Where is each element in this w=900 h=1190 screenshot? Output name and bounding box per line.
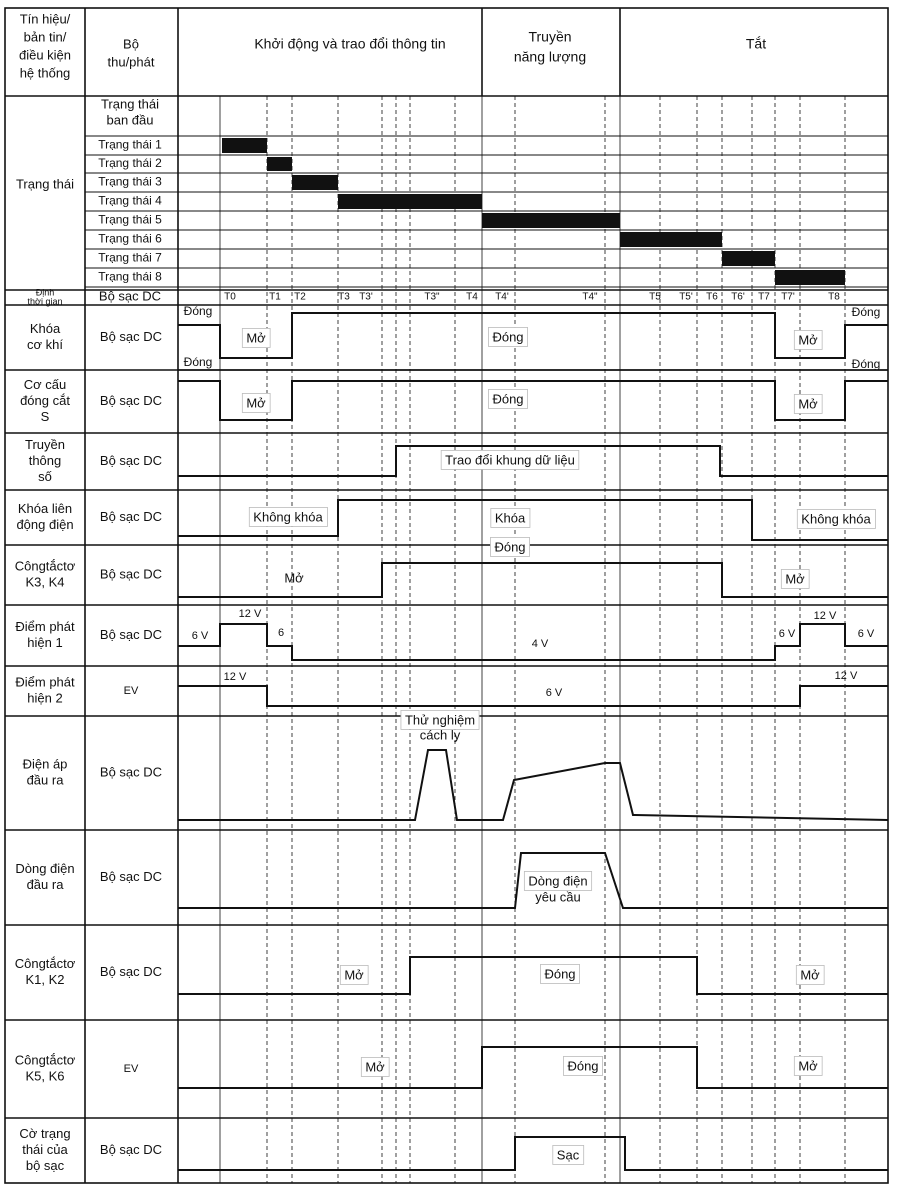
state-label-8: Trạng thái 8	[98, 269, 162, 284]
label-mo: Mở	[798, 396, 818, 412]
row-device-label: Bộ sạc DC	[99, 508, 163, 524]
timing-marker: T8	[828, 291, 840, 303]
row-device-label: Bộ sạc DC	[99, 452, 163, 468]
label-isolation-test: cách ly	[419, 727, 461, 743]
row-device-label: EV	[123, 1062, 139, 1075]
row-name-label: hiện 2	[27, 690, 63, 706]
label-dong: Đóng	[851, 357, 881, 372]
header-signal-label: bản tin/	[23, 29, 67, 45]
state-section-label: Trạng thái	[15, 176, 75, 192]
label-locked: Khóa	[494, 510, 526, 526]
label-dong: Đóng	[494, 539, 526, 555]
label-data-exchange: Trao đổi khung dữ liệu	[445, 452, 575, 468]
header-device-label: thu/phát	[107, 54, 155, 70]
label-voltage: 12 V	[238, 607, 262, 620]
label-voltage: 6 V	[191, 629, 209, 642]
row-name-label: Cờ trạng	[19, 1125, 71, 1141]
row-name-label: S	[40, 408, 50, 424]
label-isolation-test: Thử nghiệm	[404, 712, 476, 728]
row-device-label: Bộ sạc DC	[99, 1141, 163, 1157]
row-name-label: K5, K6	[25, 1068, 65, 1084]
timing-marker: T7'	[781, 291, 795, 303]
label-mo: Mở	[798, 1058, 818, 1074]
label-voltage: 12 V	[813, 609, 837, 622]
row-name-label: Điện áp	[22, 756, 68, 772]
phase-power-label: năng lượng	[513, 48, 587, 65]
timing-label: Định	[35, 287, 55, 298]
timing-marker: T1	[269, 291, 281, 303]
label-voltage: 12 V	[834, 669, 858, 682]
label-requested-current: Dòng điện	[528, 873, 588, 889]
timing-marker: T0	[224, 291, 236, 303]
label-mo: Mở	[246, 330, 266, 346]
row-name-label: Dòng điện	[15, 860, 75, 876]
label-dong: Đóng	[492, 329, 524, 345]
row-name-label: K3, K4	[25, 574, 65, 590]
header-signal-label: hệ thống	[19, 65, 71, 81]
row-name-label: Côngtắctơ	[14, 1052, 76, 1068]
timing-marker: T4'	[495, 291, 509, 303]
row-device-label: Bộ sạc DC	[99, 963, 163, 979]
label-dong: Đóng	[183, 355, 213, 370]
row-name-label: số	[38, 468, 52, 484]
row-name-label: Khóa	[29, 320, 61, 336]
row-name-label: thông	[28, 452, 62, 468]
timing-marker: T4	[466, 291, 478, 303]
label-voltage: 4 V	[531, 637, 549, 650]
row-name-label: Điểm phát	[15, 674, 75, 690]
label-mo: Mở	[785, 571, 805, 587]
timing-marker: T3'	[359, 291, 373, 303]
waveform-output-voltage	[178, 750, 888, 820]
state-label-4: Trạng thái 4	[98, 193, 162, 208]
state-label-2: Trạng thái 2	[98, 156, 162, 171]
state-label-6: Trạng thái 6	[98, 231, 162, 246]
timing-marker: T4"	[582, 291, 598, 303]
state-bar-8	[775, 270, 845, 285]
label-dong: Đóng	[567, 1058, 599, 1074]
phase-start-label: Khởi động và trao đổi thông tin	[254, 35, 446, 52]
row-device-label: Bộ sạc DC	[99, 392, 163, 408]
label-dong: Đóng	[544, 966, 576, 982]
row-name-label: đầu ra	[26, 876, 64, 892]
waveform-detection-point-2	[178, 686, 888, 706]
state-label-1: Trạng thái 1	[98, 137, 162, 152]
label-voltage: 12 V	[223, 670, 247, 683]
label-mo: Mở	[800, 967, 820, 983]
row-name-label: động điện	[16, 516, 74, 532]
row-device-label: Bộ sạc DC	[99, 868, 163, 884]
row-name-label: bộ sạc	[25, 1157, 65, 1173]
state-bar-4	[338, 194, 482, 209]
phase-off-label: Tắt	[745, 35, 767, 52]
waveform-switch-s	[178, 381, 888, 420]
timing-marker: T6	[706, 291, 718, 303]
row-device-label: EV	[123, 684, 139, 697]
label-mo: Mở	[344, 967, 364, 983]
state-bar-7	[722, 251, 775, 266]
state-bar-2	[267, 157, 292, 171]
header-signal-label: điều kiện	[18, 47, 72, 63]
waveform-charger-status-flag	[178, 1137, 888, 1170]
label-dong: Đóng	[492, 391, 524, 407]
row-name-label: đóng cắt	[20, 392, 70, 408]
row-name-label: đầu ra	[26, 772, 64, 788]
timing-device: Bộ sạc DC	[98, 288, 162, 304]
timing-marker: T5'	[679, 291, 693, 303]
state-label-5: Trạng thái 5	[98, 212, 162, 227]
row-name-label: K1, K2	[25, 971, 65, 987]
row-name-label: Khóa liên	[17, 500, 73, 516]
state-initial-label: ban đầu	[106, 112, 154, 128]
row-device-label: Bộ sạc DC	[99, 626, 163, 642]
label-mo: Mở	[284, 570, 304, 586]
label-mo: Mở	[365, 1059, 385, 1075]
header-device-label: Bộ	[123, 36, 139, 52]
timing-marker: T3"	[424, 291, 440, 303]
label-voltage: 6 V	[778, 627, 796, 640]
phase-power-label: Truyền	[528, 28, 572, 45]
label-voltage: 6 V	[857, 627, 875, 640]
state-label-7: Trạng thái 7	[98, 250, 162, 265]
label-dong: Đóng	[851, 305, 881, 320]
timing-label: thời gian	[27, 296, 63, 307]
row-name-label: Truyền	[25, 436, 65, 452]
row-device-label: Bộ sạc DC	[99, 566, 163, 582]
waveform-mechanical-lock	[178, 313, 888, 358]
state-label-3: Trạng thái 3	[98, 174, 162, 189]
header-signal-label: Tín hiệu/	[19, 11, 71, 27]
label-unlocked: Không khóa	[253, 509, 323, 525]
row-device-label: Bộ sạc DC	[99, 328, 163, 344]
state-bar-3	[292, 175, 338, 190]
row-name-label: thái của	[22, 1141, 68, 1157]
row-name-label: cơ khí	[27, 336, 63, 352]
state-initial-label: Trạng thái	[100, 96, 160, 112]
row-name-label: Côngtắctơ	[14, 955, 76, 971]
state-bar-6	[620, 232, 722, 247]
label-mo: Mở	[798, 332, 818, 348]
timing-marker: T2	[294, 291, 306, 303]
row-name-label: hiện 1	[27, 634, 63, 650]
label-mo: Mở	[246, 395, 266, 411]
row-name-label: Cơ cấu	[23, 376, 67, 392]
label-requested-current: yêu cầu	[535, 889, 581, 905]
label-unlocked: Không khóa	[801, 511, 871, 527]
label-charging: Sạc	[556, 1147, 580, 1163]
state-bar-1	[222, 138, 267, 153]
row-name-label: Côngtắctơ	[14, 558, 76, 574]
row-device-label: Bộ sạc DC	[99, 764, 163, 780]
waveform-contactor-k1k2	[178, 957, 888, 994]
state-bar-5	[482, 213, 620, 228]
timing-marker: T5	[649, 291, 661, 303]
timing-marker: T3	[338, 291, 350, 303]
label-dong: Đóng	[183, 304, 213, 319]
waveform-contactor-k5k6	[178, 1047, 888, 1088]
timing-marker: T6'	[731, 291, 745, 303]
timing-marker: T7	[758, 291, 770, 303]
label-voltage: 6	[277, 626, 285, 639]
label-voltage: 6 V	[545, 686, 563, 699]
row-name-label: Điểm phát	[15, 618, 75, 634]
